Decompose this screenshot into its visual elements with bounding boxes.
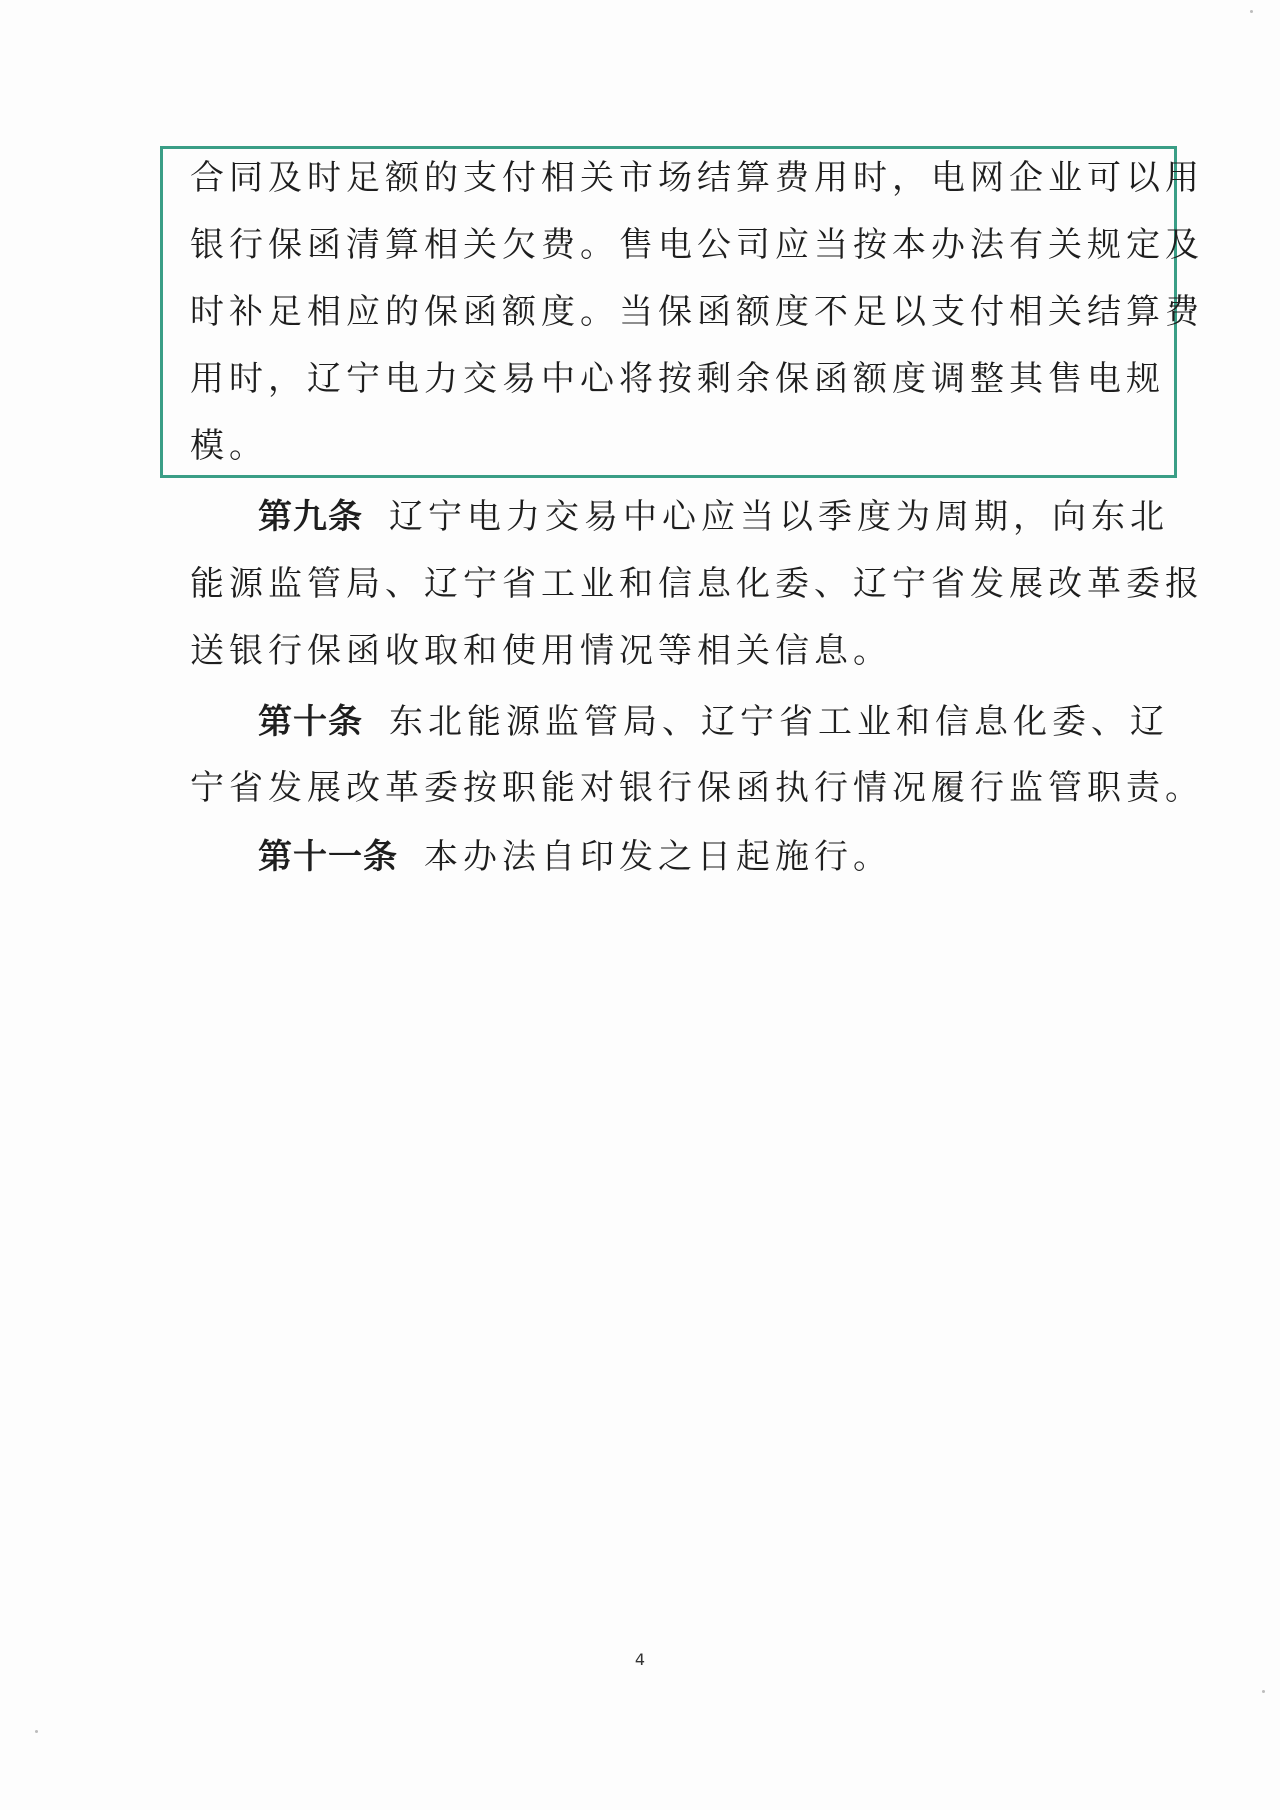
- scan-speck: [1250, 10, 1253, 13]
- article-10-line: [258, 697, 1169, 747]
- article-9-label: 第九条: [258, 497, 363, 537]
- article-9-line: 能源监管局、辽宁省工业和信息化委、辽宁省发展改革委报: [190, 564, 1204, 604]
- highlighted-line: 银行保函清算相关欠费。售电公司应当按本办法有关规定及: [190, 225, 1204, 265]
- page-number: 4: [634, 1650, 646, 1669]
- article-9-text: 辽宁电力交易中心应当以季度为周期，向东北: [389, 497, 1169, 537]
- article-9-line: [258, 492, 1169, 542]
- article-10-label: 第十条: [258, 702, 363, 742]
- article-11-line: [258, 832, 1080, 882]
- highlighted-line: 合同及时足额的支付相关市场结算费用时，电网企业可以用: [190, 158, 1204, 198]
- article-11-label: 第十一条: [258, 837, 398, 877]
- scan-speck: [35, 1730, 38, 1733]
- highlighted-line: 模。: [190, 426, 268, 466]
- article-10-line: 宁省发展改革委按职能对银行保函执行情况履行监管职责。: [190, 768, 1204, 808]
- article-10-text: 东北能源监管局、辽宁省工业和信息化委、辽: [389, 702, 1169, 742]
- article-9-line: 送银行保函收取和使用情况等相关信息。: [190, 631, 892, 671]
- article-11-text: 本办法自印发之日起施行。: [424, 837, 892, 877]
- highlighted-line: 时补足相应的保函额度。当保函额度不足以支付相关结算费: [190, 292, 1204, 332]
- scan-speck: [1262, 1690, 1265, 1693]
- highlighted-line: 用时，辽宁电力交易中心将按剩余保函额度调整其售电规: [190, 359, 1165, 399]
